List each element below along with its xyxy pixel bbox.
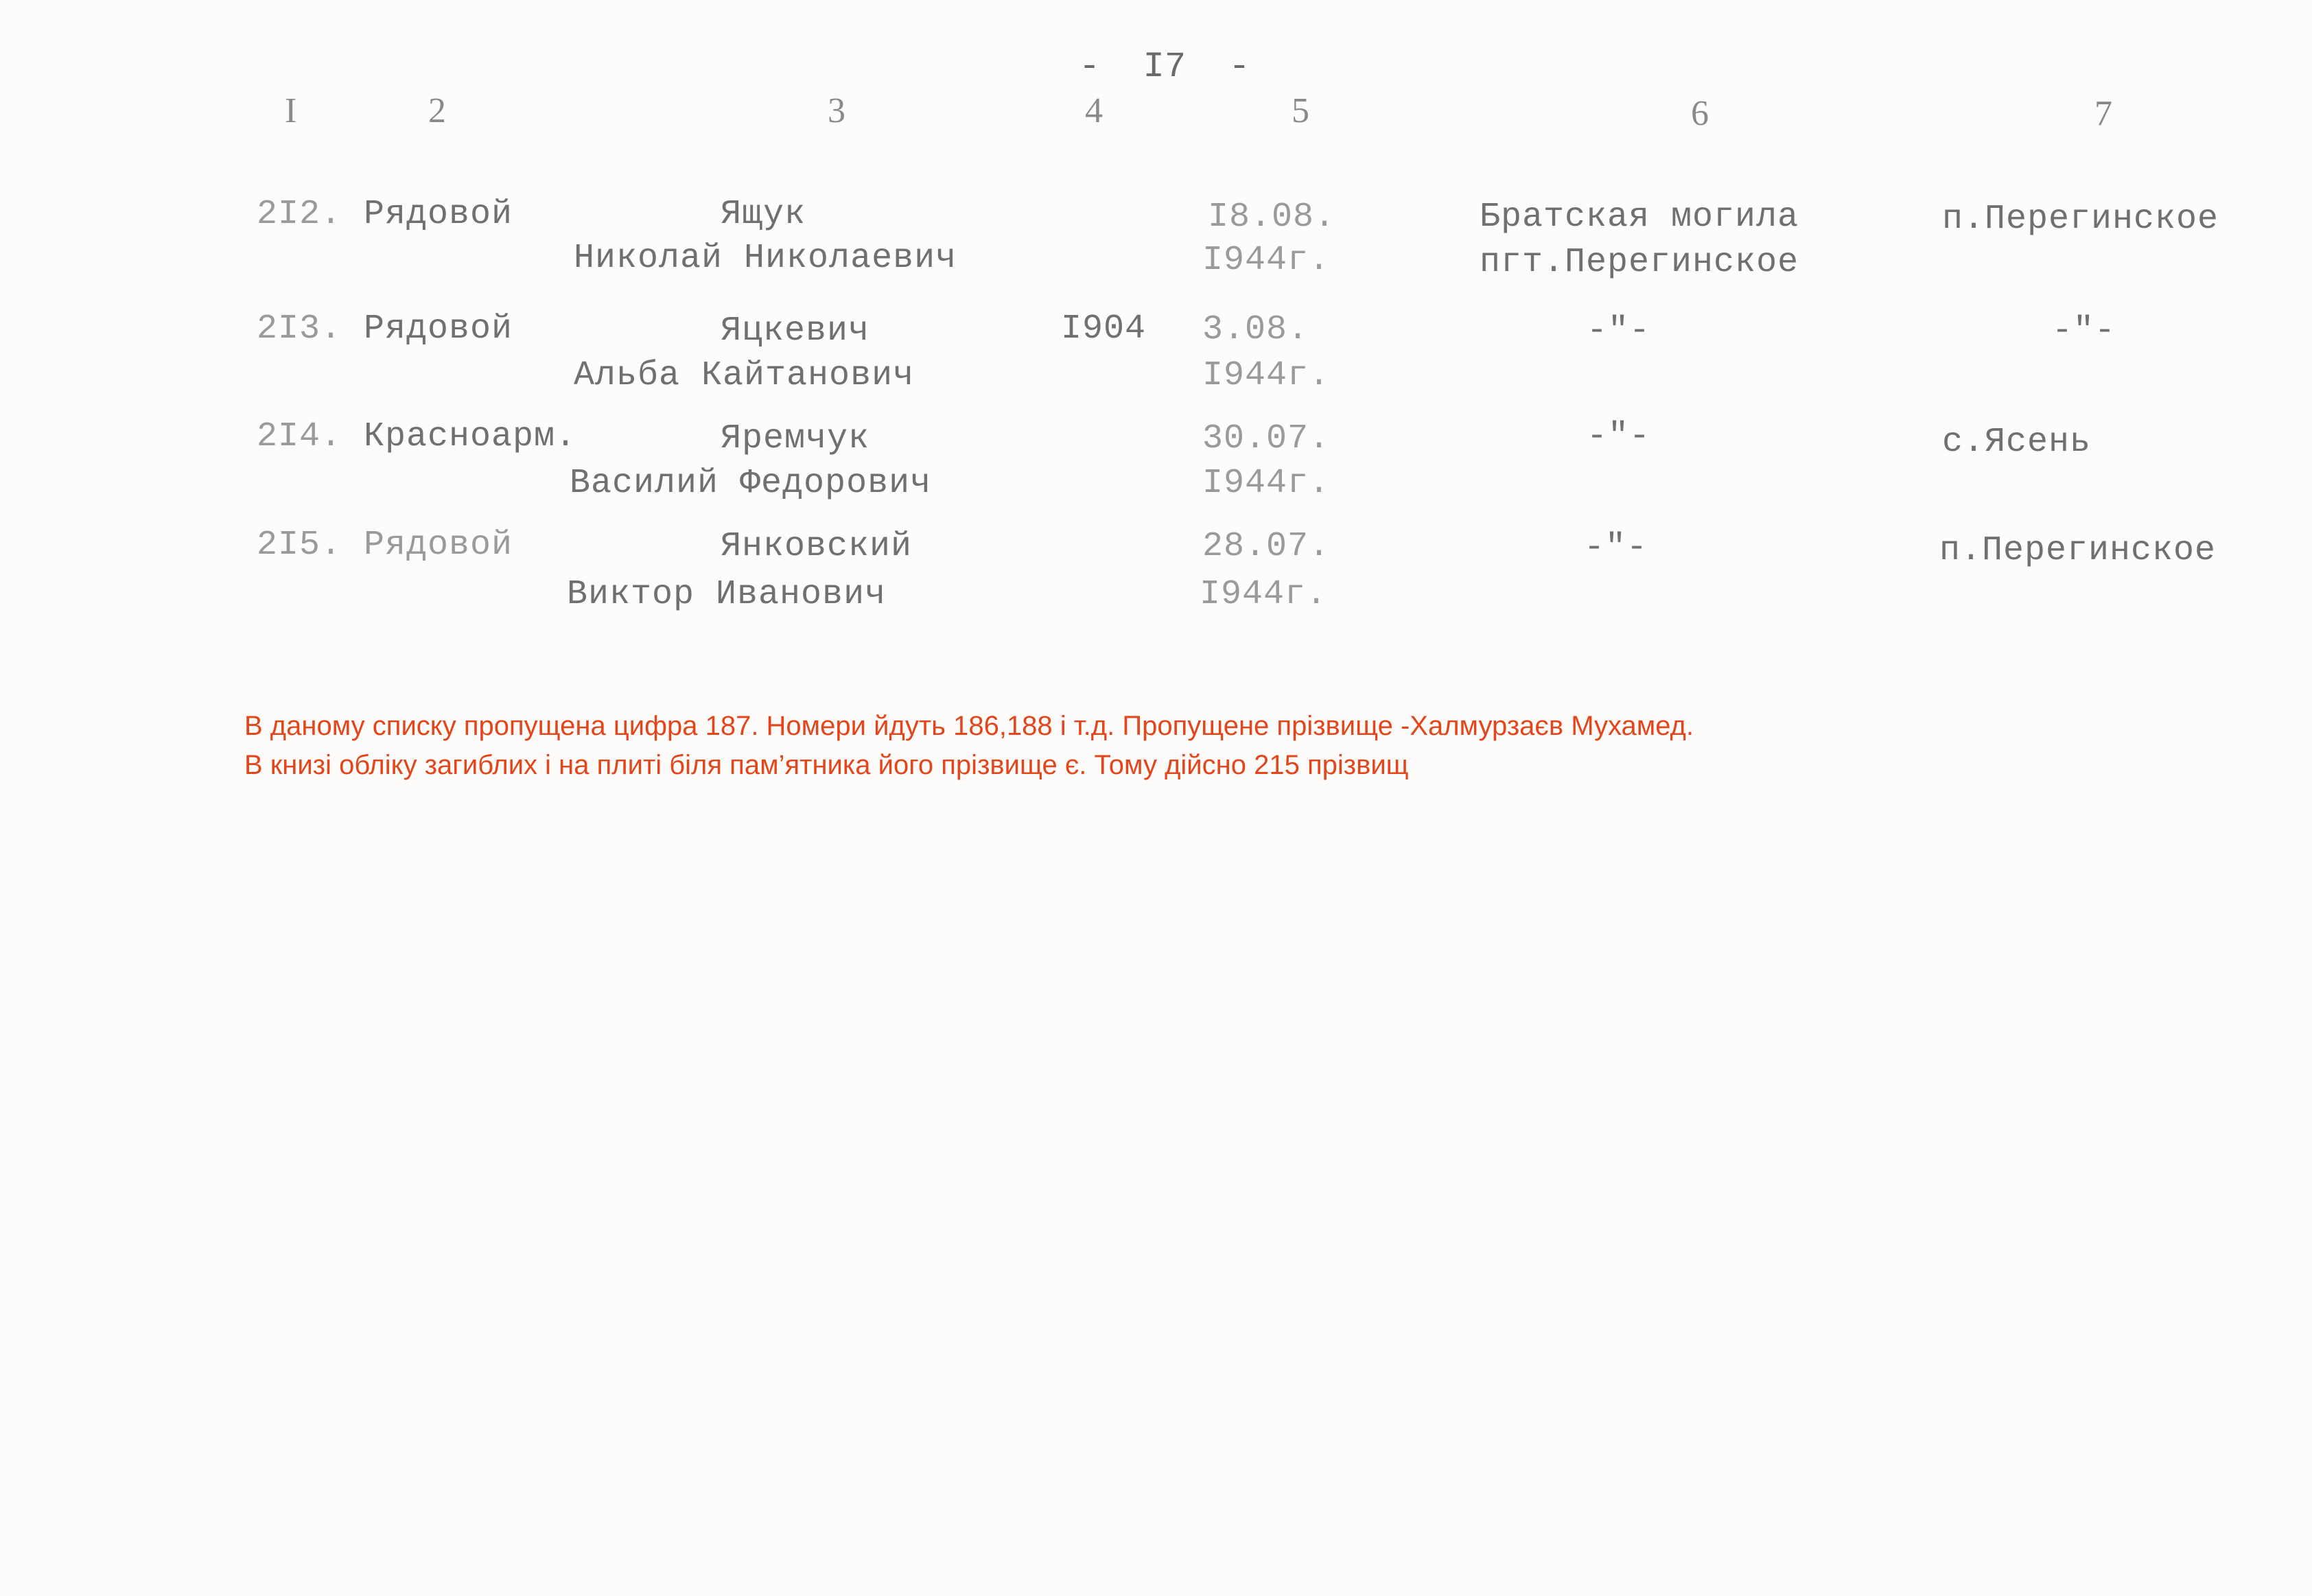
surname: Янковский — [721, 527, 913, 566]
settlement: -"- — [2052, 312, 2116, 351]
burial-place-line1: -"- — [1584, 528, 1648, 567]
surname: Яцкевич — [721, 312, 870, 351]
surname: Яремчук — [721, 419, 870, 458]
birth-year: I904 — [1061, 309, 1147, 349]
rank: Рядовой — [364, 195, 513, 234]
settlement: п.Перегинское — [1942, 200, 2219, 239]
given-names: Виктор Иванович — [567, 575, 887, 614]
given-names: Альба Кайтанович — [574, 356, 915, 395]
burial-place-line1: -"- — [1587, 312, 1651, 351]
death-date: I8.08. — [1208, 198, 1336, 237]
annotation-note-line1: В даному списку пропущена цифра 187. Номери йдуть 186,188 і т.д. Пропущене прізвище -Халмурзаєв Мухамед. — [244, 711, 1694, 741]
settlement: с.Ясень — [1942, 423, 2092, 462]
death-year: I944г. — [1200, 575, 1328, 614]
column-number-2: 2 — [428, 91, 446, 130]
row-number: 2I5. — [257, 526, 342, 565]
rank: Рядовой — [364, 526, 513, 565]
column-number-1: I — [285, 91, 297, 130]
rank: Рядовой — [364, 309, 513, 349]
surname: Ящук — [721, 195, 806, 234]
page-number: - I7 - — [1079, 47, 1250, 87]
death-date: 28.07. — [1202, 527, 1331, 566]
column-number-4: 4 — [1085, 91, 1103, 130]
annotation-note-line2: В книзі обліку загиблих і на плиті біля пам’ятника його прізвище є. Тому дійсно 215 прізвищ — [244, 750, 1409, 780]
rank: Красноарм. — [364, 417, 577, 456]
burial-place-line1: Братская могила — [1480, 198, 1799, 237]
given-names: Василий Федорович — [570, 464, 932, 503]
death-date: 3.08. — [1202, 310, 1309, 349]
column-number-6: 6 — [1691, 94, 1709, 133]
death-year: I944г. — [1202, 356, 1331, 395]
death-date: 30.07. — [1202, 419, 1331, 458]
death-year: I944г. — [1202, 464, 1331, 503]
row-number: 2I3. — [257, 309, 342, 349]
burial-place-line1: -"- — [1587, 417, 1651, 456]
given-names: Николай Николаевич — [574, 239, 957, 278]
column-number-3: 3 — [828, 91, 845, 130]
column-number-5: 5 — [1292, 91, 1309, 130]
death-year: I944г. — [1202, 241, 1331, 280]
column-number-7: 7 — [2094, 94, 2112, 133]
row-number: 2I4. — [257, 417, 342, 456]
row-number: 2I2. — [257, 195, 342, 234]
burial-place-line2: пгт.Перегинское — [1480, 243, 1799, 282]
settlement: п.Перегинское — [1939, 531, 2217, 570]
